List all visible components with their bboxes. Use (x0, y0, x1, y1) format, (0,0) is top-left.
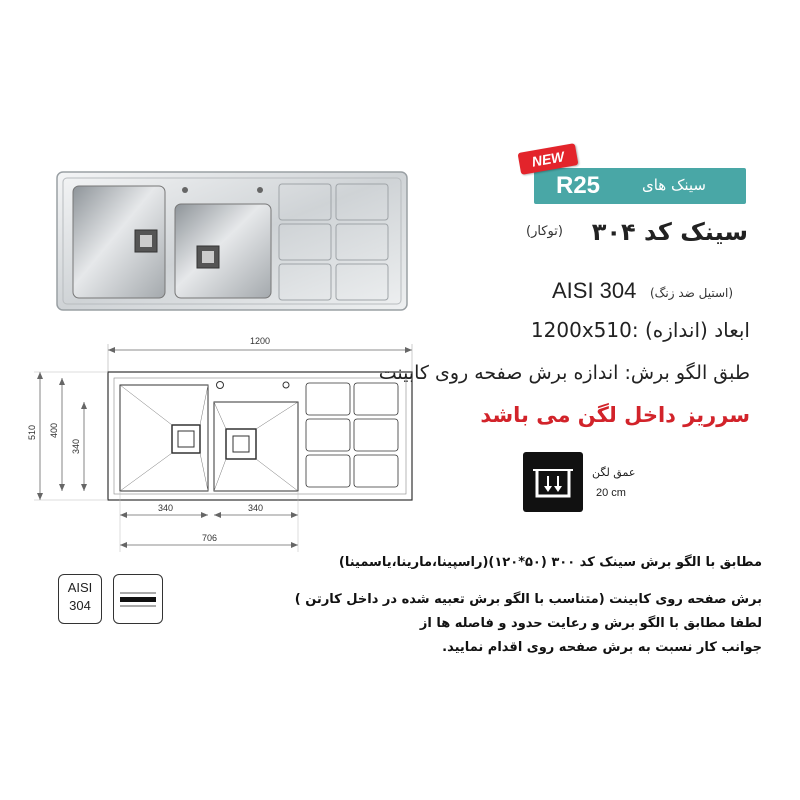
technical-drawing (20, 330, 420, 565)
dimensions-text: ابعاد (اندازه) :1200x510 (530, 318, 750, 342)
drainboard-grid (306, 383, 398, 487)
outline-outer (108, 372, 412, 500)
note-line-4: جوانب کار نسبت به برش صفحه روی اقدام نمایید. (442, 640, 762, 655)
note-line-1: مطابق با الگو برش سینک کد ۳۰۰ (۵۰*۱۲۰)(راسپینا،مارینا،یاسمینا) (338, 555, 762, 570)
material-grade: AISI 304 (552, 278, 637, 303)
aisi-badge-line1: AISI (67, 580, 93, 595)
product-photo (55, 170, 410, 315)
overflow-text: سرریز داخل لگن می باشد (480, 403, 750, 427)
aisi-badge-line2: 304 (69, 598, 91, 613)
depth-label: عمق لگن (592, 466, 636, 479)
dim-width-label: 1200 (250, 336, 271, 346)
badge-code: R25 (556, 172, 601, 199)
dim-bowl2-width-label: 340 (248, 503, 264, 513)
dim-bowls-total-label: 706 (202, 533, 218, 543)
material-note: (استیل ضد زنگ) (650, 286, 734, 300)
bowl-depth-icon (523, 452, 583, 512)
dim-height-inner-label: 400 (49, 422, 59, 438)
new-tag: NEW (518, 143, 579, 175)
bowl-right (175, 204, 271, 298)
bowl-left-outline (120, 385, 208, 491)
dim-bowl-height-label: 340 (71, 438, 81, 454)
product-title: سینک کد ۳۰۴ (591, 218, 748, 246)
depth-value: 20 cm (596, 487, 626, 499)
note-line-3: لطفا مطابق با الگو برش و رعایت حدود و فاصله ها از (419, 616, 762, 631)
dim-height-outer-label: 510 (27, 424, 37, 440)
sheet-thickness-icon (113, 574, 163, 624)
badge-title: سینک های (641, 176, 706, 194)
cut-pattern-text: طبق الگو برش: اندازه برش صفحه روی کابینت (378, 362, 750, 384)
note-line-2: برش صفحه روی کابینت (متناسب با الگو برش تعبیه شده در داخل کارتن ) (294, 592, 762, 607)
aisi-badge (58, 574, 102, 624)
dim-bowl1-width-label: 340 (158, 503, 174, 513)
product-badge (534, 168, 746, 204)
product-subtitle: (توکار) (526, 224, 563, 239)
